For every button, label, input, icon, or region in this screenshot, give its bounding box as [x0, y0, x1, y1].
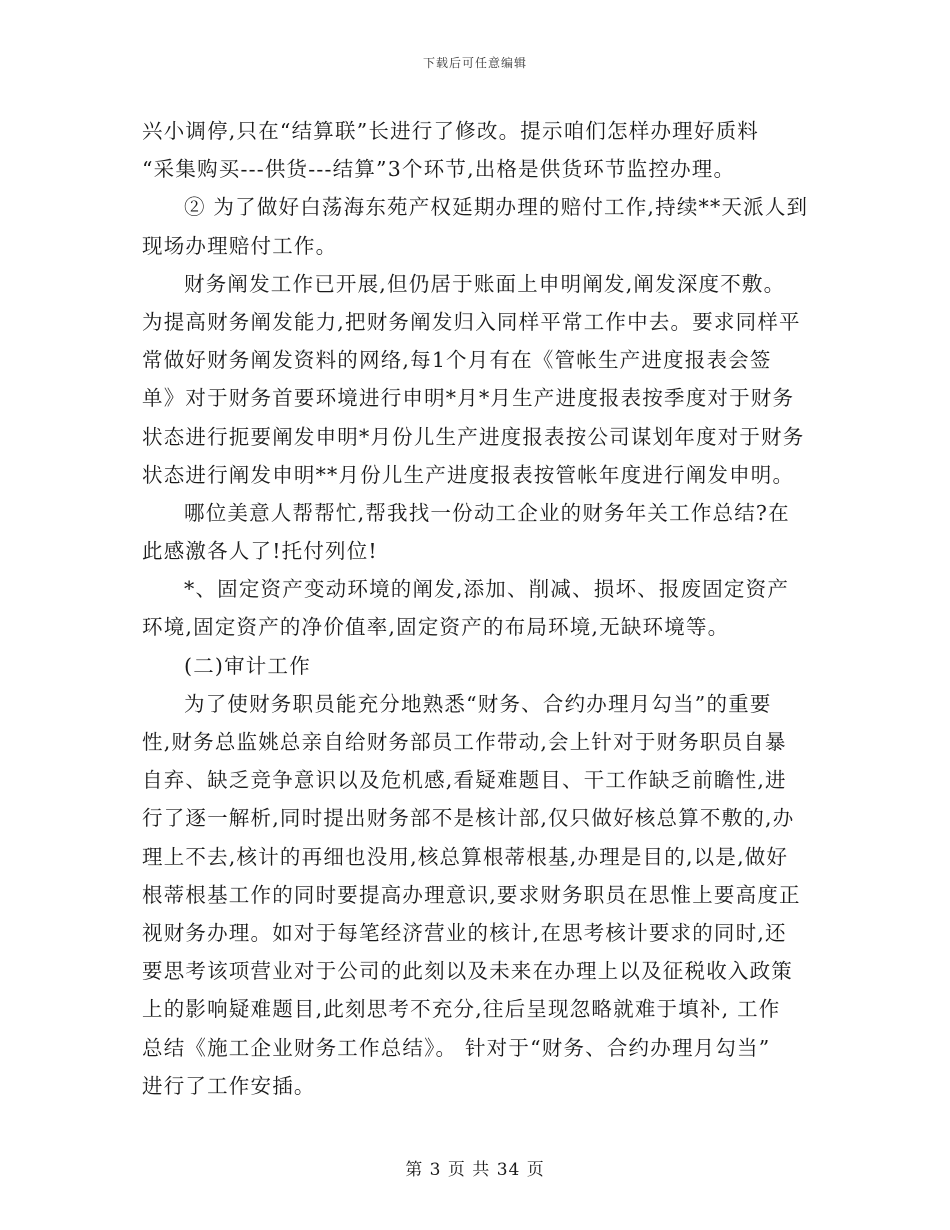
text-line: 常做好财务阐发资料的网络,每1个月有在《管帐生产进度报表会签	[142, 348, 772, 373]
text-line: 单》对于财务首要环境进行申明*月*月生产进度报表按季度对于财务	[142, 386, 795, 411]
text-line: 此感激各人了!托付列位!	[142, 539, 378, 564]
text-line: 兴小调停,只在“结算联”长进行了修改。提示咱们怎样办理好质料	[142, 119, 759, 143]
text-line: 要思考该项营业对于公司的此刻以及未来在办理上以及征税收入政策	[142, 959, 793, 984]
text-line: 状态进行阐发申明**月份儿生产进度报表按管帐年度进行阐发申明。	[142, 462, 795, 487]
page-header: 下载后可任意编辑	[422, 56, 527, 70]
text-line: 性,财务总监姚总亲自给财务部员工作带动,会上针对于财务职员自暴	[142, 730, 787, 754]
text-line: 财务阐发工作已开展,但仍居于账面上申明阐发,阐发深度不敷。	[184, 271, 786, 296]
text-line: 状态进行扼要阐发申明*月份儿生产进度报表按公司谋划年度对于财务	[142, 424, 805, 449]
text-line: 理上不去,核计的再细也没用,核总算根蒂根基,办理是目的,以是,做好	[142, 844, 789, 869]
text-line: 为了使财务职员能充分地熟悉“财务、合约办理月勾当”的重要	[184, 691, 772, 716]
text-line: 哪位美意人帮帮忙,帮我找一份动工企业的财务年关工作总结?在	[184, 500, 790, 525]
text-line: 总结《施工企业财务工作总结》。 针对于“财务、合约办理月勾当”	[142, 1035, 771, 1060]
page-number-footer: 第 3 页 共 34 页	[405, 1160, 545, 1180]
text-line: 视财务办理。如对于每笔经济营业的核计,在思考核计要求的同时,还	[142, 920, 787, 945]
text-line: “采集购买---供货---结算”3个环节,出格是供货环节监控办理。	[142, 157, 736, 182]
text-line: 根蒂根基工作的同时要提高办理意识,要求财务职员在思惟上要高度正	[142, 882, 801, 907]
text-line: 进行了工作安插。	[142, 1073, 316, 1098]
text-line: 上的影响疑难题目,此刻思考不充分,往后呈现忽略就难于填补, 工作	[142, 997, 781, 1022]
text-line: ② 为了做好白荡海东苑产权延期办理的赔付工作,持续**天派人到	[184, 195, 809, 220]
text-line: 行了逐一解析,同时提出财务部不是核计部,仅只做好核总算不敷的,办	[142, 806, 795, 831]
text-line: (二)审计工作	[184, 653, 311, 678]
text-line: 环境,固定资产的净价值率,固定资产的布局环境,无缺环境等。	[142, 615, 730, 640]
text-line: 为提高财务阐发能力,把财务阐发归入同样平常工作中去。要求同样平	[142, 309, 801, 334]
text-line: *、固定资产变动环境的阐发,添加、削减、损坏、报废固定资产	[184, 577, 790, 602]
text-line: 自弃、缺乏竞争意识以及危机感,看疑难题目、干工作缺乏前瞻性,进	[142, 768, 787, 793]
text-line: 现场办理赔付工作。	[142, 233, 338, 258]
document-body	[142, 112, 814, 1105]
